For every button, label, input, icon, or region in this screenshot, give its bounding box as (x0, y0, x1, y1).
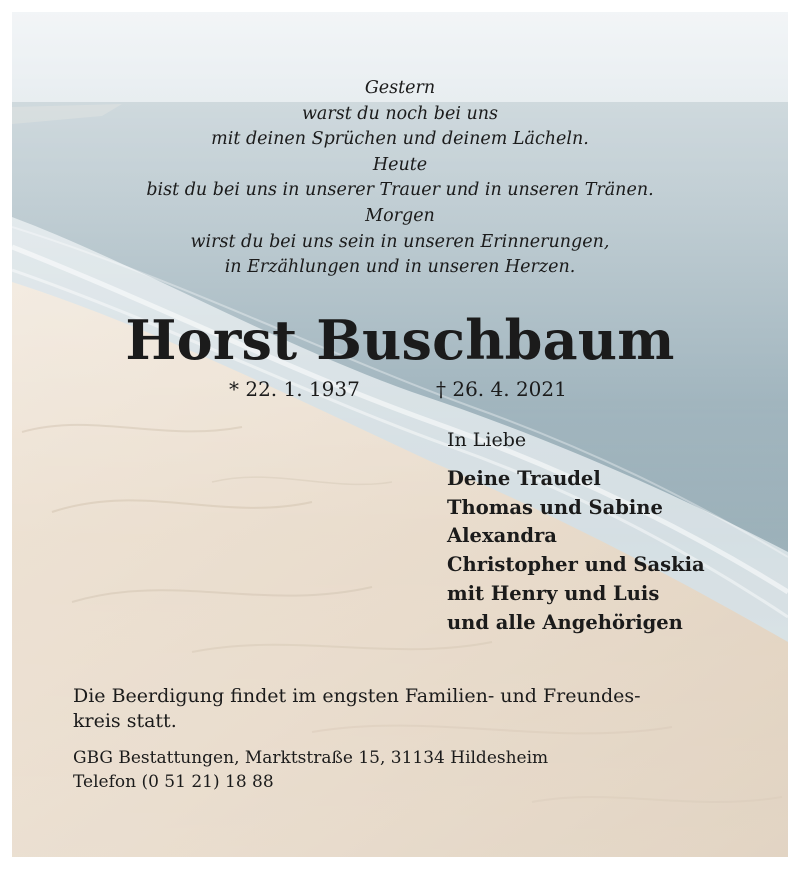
mourner-name: Alexandra (447, 524, 557, 548)
birth-date: * 22. 1. 1937 (229, 377, 360, 401)
poem-line: Gestern (364, 78, 436, 98)
mourners-intro: In Liebe (447, 429, 527, 451)
undertaker-address: GBG Bestattungen, Marktstraße 15, 31134 Hildesheim (73, 748, 549, 768)
mourner-name: Deine Traudel (447, 467, 601, 490)
poem-line: Morgen (365, 205, 435, 226)
mourners-list (447, 465, 705, 637)
mourner-name: Christopher und Saskia (447, 553, 705, 577)
mourner-name: Thomas und Sabine (447, 495, 663, 519)
mourner-name: und alle Angehörigen (447, 610, 683, 634)
death-date: † 26. 4. 2021 (436, 377, 567, 401)
funeral-note (73, 684, 733, 734)
deceased-name: Horst Buschbaum (125, 308, 675, 372)
poem-line: Heute (372, 154, 428, 175)
undertaker-contact (73, 746, 548, 794)
mourner-name: mit Henry und Luis (447, 581, 660, 605)
poem-line: in Erzählungen und in unseren Herzen. (224, 257, 576, 278)
poem-line: wirst du bei uns sein in unseren Erinnerungen, (190, 231, 610, 252)
undertaker-phone: Telefon (0 51 21) 18 88 (73, 772, 274, 792)
poem-line: warst du noch bei uns (301, 103, 499, 124)
poem-line: mit deinen Sprüchen und deinem Lächeln. (211, 129, 589, 150)
funeral-note-line: kreis statt. (73, 710, 177, 732)
poem-line: bist du bei uns in unserer Trauer und in unseren Tränen. (146, 180, 654, 201)
funeral-note-line: Die Beerdigung findet im engsten Familien- und Freundes- (73, 685, 641, 707)
memorial-poem (0, 76, 800, 281)
